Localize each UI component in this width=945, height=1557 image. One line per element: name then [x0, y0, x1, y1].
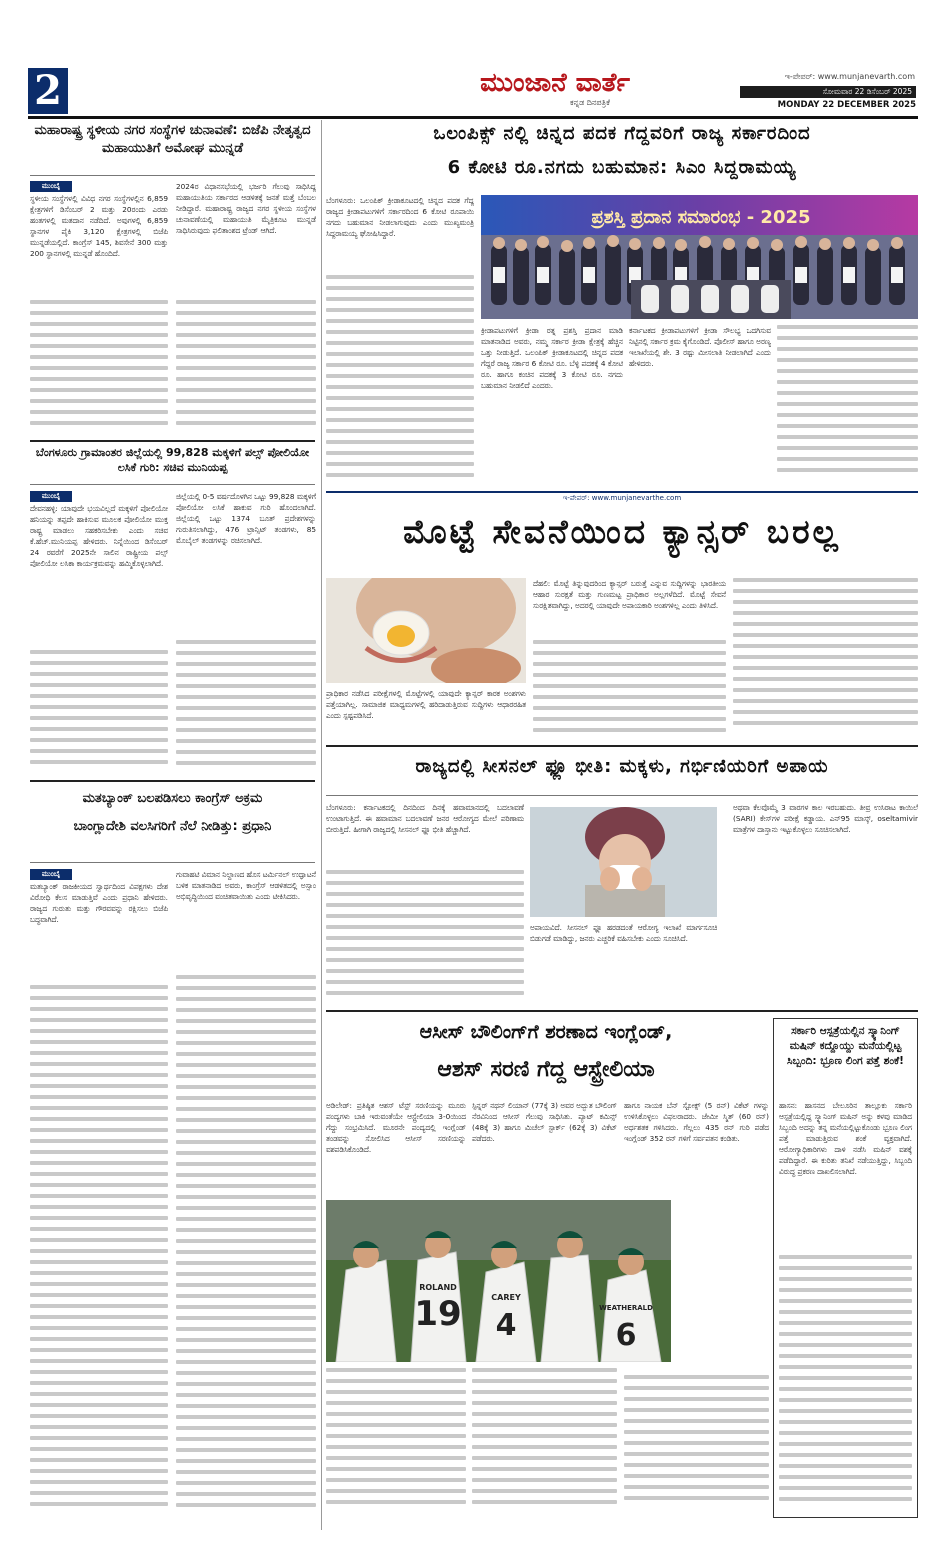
scanning-headline: ಸರ್ಕಾರಿ ಆಸ್ಪತ್ರೆಯಲ್ಲಿನ ಸ್ಕ್ಯಾನಿಂಗ್ ಮಷಿನ್ ಕದ್ದೊಯ್ದು ಮನೆಯಲ್ಲಿಟ್ಟ ಸಿಬ್ಬಂದಿ: ಭ್ರೂಣ ಲಿಂಗ ಪತ್ತೆ ಶಂಕೆ! — [787, 1025, 904, 1068]
maharashtra-text-col2: 2024ರ ವಿಧಾನಸಭೆಯಲ್ಲಿ ಭರ್ಜರಿ ಗೆಲುವು ಸಾಧಿಸಿದ್ದ ಮಹಾಯುತಿಯ ಸರ್ಕಾರದ ಆಡಳಿತಕ್ಕೆ ಜನತೆ ಮತ್ತೆ ಬೆಂಬಲ ನೀಡಿದ್ದಾರೆ. ಮಹಾರಾಷ್ಟ್ರ ರಾಜ್ಯದ ನಗರ ಸ್ಥಳೀಯ ಸಂಸ್ಥೆಗಳ ಚುನಾವಣೆಯಲ್ಲಿ ಮಹಾಯುತಿ ಮೈತ್ರಿಕೂಟ ಮುನ್ನಡೆ ಸಾಧಿಸಿರುವುದು ಫಲಿತಾಂಶದ ಟ್ರೆಂಡ್ ಆಗಿದೆ. — [176, 182, 316, 235]
maharashtra-text-col1: ಸ್ಥಳೀಯ ಸಂಸ್ಥೆಗಳಲ್ಲಿ ವಿವಿಧ ನಗರ ಸಂಸ್ಥೆಗಳಲ್ಲಿನ 6,859 ಕ್ಷೇತ್ರಗಳಿಗೆ ಡಿಸೆಂಬರ್ 2 ಮತ್ತು 20ರಂದು ಎರಡು ಹಂತಗಳಲ್ಲಿ ಮತದಾನ ನಡೆದಿದೆ. ಅವುಗಳಲ್ಲಿ 6,859 ಸ್ಥಾನಗಳ ಪೈಕಿ 3,120 ಕ್ಷೇತ್ರಗಳಲ್ಲಿ ಬಿಜೆಪಿ ಮುನ್ನಡೆಯಲ್ಲಿದೆ. ಕಾಂಗ್ರೆಸ್ 145, ಶಿವಸೇನೆ 300 ಮತ್ತು 200 ಸ್ಥಾನಗಳಲ್ಲಿ ಮುನ್ನಡೆ ಹೊಂದಿದೆ. — [30, 194, 168, 258]
flu-photo — [530, 807, 717, 917]
egg-body-lines — [733, 578, 918, 740]
flu-body-lines — [326, 870, 524, 1005]
sneezing-woman-illustration — [530, 807, 717, 917]
masthead-website: ಇ-ಪೇಪರ್: www.munjanevarth.com — [784, 72, 915, 81]
ashes-headline-line1: ಆಸೀಸ್ ಬೌಲಿಂಗ್‌ಗೆ ಶರಣಾದ ಇಂಗ್ಲೆಂಡ್, — [419, 1021, 673, 1043]
cricket-celebration-illustration — [326, 1200, 671, 1362]
olympic-headline-line1: ಒಲಂಪಿಕ್ಸ್ ನಲ್ಲಿ ಚಿನ್ನದ ಪದಕ ಗೆದ್ದವರಿಗೆ ರಾಜ್ಯ ಸರ್ಕಾರದಿಂದ — [433, 123, 811, 144]
award-ceremony-photo — [481, 195, 918, 319]
maharashtra-kicker: ಮುಂಬೈ — [30, 181, 72, 192]
ashes-body-lines — [326, 1368, 466, 1518]
rule — [30, 175, 315, 176]
olympic-text-col1: ಬೆಂಗಳೂರು: ಒಲಂಪಿಕ್ ಕ್ರೀಡಾಕೂಟದಲ್ಲಿ ಚಿನ್ನದ ಪದಕ ಗೆದ್ದ ರಾಜ್ಯದ ಕ್ರೀಡಾಪಟುಗಳಿಗೆ ಸರ್ಕಾರದಿಂದ 6 ಕೋಟಿ ರೂಪಾಯಿ ನಗದು ಬಹುಮಾನ ನೀಡಲಾಗುವುದು ಎಂದು ಮುಖ್ಯಮಂತ್ರಿ ಸಿದ್ದರಾಮಯ್ಯ ಘೋಷಿಸಿದ್ದಾರೆ. — [326, 196, 474, 238]
egg-eating-illustration — [326, 578, 526, 683]
jersey-name-carey: CAREY — [491, 1293, 521, 1302]
column-divider — [321, 120, 322, 1530]
ashes-body-lines — [472, 1368, 617, 1518]
votebank-text-col2: ಗುವಾಹಟಿ ವಿಮಾನ ನಿಲ್ದಾಣದ ಹೊಸ ಟರ್ಮಿನಲ್ ಉದ್ಘಾಟನೆ ಬಳಿಕ ಮಾತನಾಡಿದ ಅವರು, ಕಾಂಗ್ರೆಸ್ ಆಡಳಿತದಲ್ಲಿ ಅಸ್ಸಾಂ ಅಭಿವೃದ್ಧಿಯಿಂದ ವಂಚಿತವಾಯಿತು ಎಂದು ಟೀಕಿಸಿದರು. — [176, 870, 316, 901]
polio-headline: ಬೆಂಗಳೂರು ಗ್ರಾಮಾಂತರ ಜಿಲ್ಲೆಯಲ್ಲಿ 99,828 ಮಕ್ಕಳಿಗೆ ಪಲ್ಸ್ ಪೋಲಿಯೋ ಲಸಿಕೆ ಗುರಿ: ಸಚಿವ ಮುನಿಯಪ್ಪ — [35, 446, 310, 474]
jersey-name-weatherald: WEATHERALD — [599, 1304, 653, 1312]
egg-text-col2: ದೆಹಲಿ: ಮೊಟ್ಟೆ ತಿನ್ನುವುದರಿಂದ ಕ್ಯಾನ್ಸರ್ ಬರುತ್ತೆ ಎನ್ನುವ ಸುದ್ದಿಗಳನ್ನು ಭಾರತೀಯ ಆಹಾರ ಸುರಕ್ಷತೆ ಮತ್ತು ಗುಣಮಟ್ಟ ಪ್ರಾಧಿಕಾರ ಅಲ್ಲಗಳೆದಿದೆ. ಮೊಟ್ಟೆ ಸೇವನೆ ಸುರಕ್ಷಿತವಾಗಿದ್ದು, ಅದರಲ್ಲಿ ಯಾವುದೇ ಅಪಾಯಕಾರಿ ಅಂಶಗಳಿಲ್ಲ ಎಂದು ತಿಳಿಸಿದೆ. — [533, 579, 726, 610]
ashes-text-col3: ಹಾಗೂ ನಾಯಕ ಬೆನ್ ಸ್ಟೋಕ್ಸ್ (5 ರನ್) ವಿಕೆಟ್ ಗಳನ್ನು ಉಳಿಸಿಕೊಳ್ಳಲು ವಿಫಲರಾದರು. ಜೇಮೀ ಸ್ಮಿತ್ (60 ರನ್) ಅರ್ಧಶತಕ ಗಳಿಸಿದರು. ಗೆಲ್ಲಲು 435 ರನ್ ಗುರಿ ಪಡೆದ ಇಂಗ್ಲೆಂಡ್ 352 ರನ್ ಗಳಿಗೆ ಸರ್ವಪತನ ಕಂಡಿತು. — [624, 1101, 769, 1143]
votebank-body-lines — [30, 985, 168, 1515]
masthead-rule — [28, 116, 918, 119]
jersey-number-19: 19 — [414, 1294, 462, 1334]
rule — [326, 745, 918, 747]
votebank-kicker: ಮುಂಬೈ — [30, 869, 72, 880]
olympic-body-lines — [777, 325, 918, 485]
masthead-date-kannada: ಸೋಮವಾರ 22 ಡಿಸೆಂಬರ್ 2025 — [740, 86, 916, 98]
maharashtra-headline: ಮಹಾರಾಷ್ಟ್ರ ಸ್ಥಳೀಯ ನಗರ ಸಂಸ್ಥೆಗಳ ಚುನಾವಣೆ: ಬಿಜೆಪಿ ನೇತೃತ್ವದ ಮಹಾಯುತಿಗೆ ಅಮೋಘ ಮುನ್ನಡೆ — [34, 123, 311, 156]
masthead-date-english: MONDAY 22 DECEMBER 2025 — [777, 100, 916, 110]
ashes-text-col1: ಅಡಿಲೇಡ್: ಪ್ರತಿಷ್ಠಿತ ಆಶಸ್ ಟೆಸ್ಟ್ ಸರಣಿಯನ್ನು ಮೂರು ಪಂದ್ಯಗಳು ಬಾಕಿ ಇರುವಂತೆಯೇ ಆಸ್ಟ್ರೇಲಿಯಾ 3-0ಯಿಂದ ಗೆದ್ದು ಸಂಭ್ರಮಿಸಿದೆ. ಮೂರನೇ ಪಂದ್ಯದಲ್ಲಿ ಇಂಗ್ಲೆಂಡ್ ತಂಡವನ್ನು ಸೋಲಿಸಿದ ಆಸೀಸ್ ಸರಣಿಯನ್ನು ವಶಪಡಿಸಿಕೊಂಡಿದೆ. — [326, 1101, 466, 1154]
egg-headline: ಮೊಟ್ಟೆ ಸೇವನೆಯಿಂದ ಕ್ಯಾನ್ಸರ್ ಬರಲ್ಲ — [403, 512, 841, 551]
egg-body-lines — [533, 640, 726, 740]
flu-text-col1: ಬೆಂಗಳೂರು: ಕರ್ನಾಟಕದಲ್ಲಿ ದಿನದಿಂದ ದಿನಕ್ಕೆ ಹವಾಮಾನದಲ್ಲಿ ಬದಲಾವಣೆ ಉಂಟಾಗುತ್ತಿದೆ. ಈ ಹವಾಮಾನ ಬದಲಾವಣೆ ಜನರ ಆರೋಗ್ಯದ ಮೇಲೆ ಪರಿಣಾಮ ಬೀರುತ್ತಿದೆ. ಹೀಗಾಗಿ ರಾಜ್ಯದಲ್ಲಿ ಸೀಸನಲ್ ಫ್ಲೂ ಭೀತಿ ಹೆಚ್ಚಾಗಿದೆ. — [326, 803, 524, 834]
award-banner-text: ಪ್ರಶಸ್ತಿ ಪ್ರದಾನ ಸಮಾರಂಭ - 2025 — [591, 207, 811, 228]
egg-website-strip: ಇ-ಪೇಪರ್: www.munjanevarthe.com — [326, 491, 918, 503]
rule — [326, 1010, 918, 1012]
egg-text-col1: ಪ್ರಾಧಿಕಾರ ನಡೆಸಿದ ಪರೀಕ್ಷೆಗಳಲ್ಲಿ ಮೊಟ್ಟೆಗಳಲ್ಲಿ ಯಾವುದೇ ಕ್ಯಾನ್ಸರ್ ಕಾರಕ ಅಂಶಗಳು ಪತ್ತೆಯಾಗಿಲ್ಲ. ಸಾಮಾಜಿಕ ಮಾಧ್ಯಮಗಳಲ್ಲಿ ಹರಿದಾಡುತ್ತಿರುವ ಸುದ್ದಿಗಳು ಆಧಾರರಹಿತ ಎಂದು ಸ್ಪಷ್ಟಪಡಿಸಿದೆ. — [326, 689, 526, 720]
maharashtra-body-lines — [176, 300, 316, 435]
page-number: 2 — [28, 68, 68, 114]
votebank-body-lines — [176, 975, 316, 1515]
jersey-number-4: 4 — [495, 1308, 517, 1343]
ashes-headline-line2: ಆಶಸ್ ಸರಣಿ ಗೆದ್ದ ಆಸ್ಟ್ರೇಲಿಯಾ — [437, 1057, 655, 1082]
maharashtra-body-lines — [30, 300, 168, 435]
rule — [30, 862, 315, 863]
scanning-text: ಹಾಸನ: ಹಾಸನದ ಬೇಲೂರಿನ ತಾಲ್ಲೂಕು ಸರ್ಕಾರಿ ಆಸ್ಪತ್ರೆಯಲ್ಲಿದ್ದ ಸ್ಕ್ಯಾನಿಂಗ್ ಮಷಿನ್ ಅನ್ನು ಕಳವು ಮಾಡಿದ ಸಿಬ್ಬಂದಿ ಅದನ್ನು ತನ್ನ ಮನೆಯಲ್ಲಿಟ್ಟುಕೊಂಡು ಭ್ರೂಣ ಲಿಂಗ ಪತ್ತೆ ಮಾಡುತ್ತಿರುವ ಶಂಕೆ ವ್ಯಕ್ತವಾಗಿದೆ. ಆರೋಗ್ಯಾಧಿಕಾರಿಗಳು ದಾಳಿ ನಡೆಸಿ ಮಷಿನ್ ವಶಕ್ಕೆ ಪಡೆದಿದ್ದಾರೆ. ಈ ಕುರಿತು ತನಿಖೆ ನಡೆಯುತ್ತಿದ್ದು, ಸಿಬ್ಬಂದಿ ವಿರುದ್ಧ ಪ್ರಕರಣ ದಾಖಲಿಸಲಾಗಿದೆ. — [779, 1101, 912, 1176]
rule — [326, 795, 918, 796]
ashes-photo — [326, 1200, 671, 1362]
olympic-text-col2: ಕ್ರೀಡಾಪಟುಗಳಿಗೆ ಕ್ರೀಡಾ ರತ್ನ ಪ್ರಶಸ್ತಿ ಪ್ರದಾನ ಮಾಡಿ ಮಾತನಾಡಿದ ಅವರು, ನಮ್ಮ ಸರ್ಕಾರ ಕ್ರೀಡಾ ಕ್ಷೇತ್ರಕ್ಕೆ ಹೆಚ್ಚಿನ ಒತ್ತು ನೀಡುತ್ತಿದೆ. ಒಲಂಪಿಕ್ ಕ್ರೀಡಾಕೂಟದಲ್ಲಿ ಚಿನ್ನದ ಪದಕ ಗೆದ್ದರೆ ರಾಜ್ಯ ಸರ್ಕಾರ 6 ಕೋಟಿ ರೂ. ಬೆಳ್ಳಿ ಪದಕಕ್ಕೆ 4 ಕೋಟಿ ರೂ. ಹಾಗೂ ಕಂಚಿನ ಪದಕಕ್ಕೆ 3 ಕೋಟಿ ರೂ. ನಗದು ಬಹುಮಾನ ನೀಡಲಿದೆ ಎಂದರು. — [481, 326, 623, 390]
newspaper-tagline: ಕನ್ನಡ ದಿನಪತ್ರಿಕೆ — [569, 98, 610, 107]
olympic-text-col3: ಕರ್ನಾಟಕದ ಕ್ರೀಡಾಪಟುಗಳಿಗೆ ಕ್ರೀಡಾ ಸೌಲಭ್ಯ ಒದಗಿಸುವ ನಿಟ್ಟಿನಲ್ಲಿ ಸರ್ಕಾರ ಕ್ರಮ ಕೈಗೊಂಡಿದೆ. ಪೊಲೀಸ್ ಹಾಗೂ ಅರಣ್ಯ ಇಲಾಖೆಯಲ್ಲಿ ಶೇ. 3 ರಷ್ಟು ಮೀಸಲಾತಿ ನೀಡಲಾಗಿದೆ ಎಂದು ಹೇಳಿದರು. — [629, 326, 771, 368]
polio-body-lines — [30, 650, 168, 775]
jersey-number-6: 6 — [615, 1318, 637, 1353]
newspaper-title: ಮುಂಜಾನೆ ವಾರ್ತೆ — [480, 68, 630, 98]
polio-text-col2: ಜಿಲ್ಲೆಯಲ್ಲಿ 0-5 ವರ್ಷದೊಳಗಿನ ಒಟ್ಟು 99,828 ಮಕ್ಕಳಿಗೆ ಪೋಲಿಯೋ ಲಸಿಕೆ ಹಾಕುವ ಗುರಿ ಹೊಂದಲಾಗಿದೆ. ಜಿಲ್ಲೆಯಲ್ಲಿ ಒಟ್ಟು 1374 ಬೂತ್ ಪ್ರದೇಶಗಳನ್ನು ಗುರುತಿಸಲಾಗಿದ್ದು, 476 ಟ್ರಾನ್ಸಿಟ್ ತಂಡಗಳು, 85 ಮೊಬೈಲ್ ತಂಡಗಳನ್ನು ರಚಿಸಲಾಗಿದೆ. — [176, 492, 316, 545]
jersey-name-roland: ROLAND — [419, 1283, 457, 1292]
award-ceremony-illustration — [481, 195, 918, 319]
votebank-text-col1: ಮತಬ್ಯಾಂಕ್ ರಾಜಕೀಯದ ಸ್ವಾರ್ಥದಿಂದ ವಿಪಕ್ಷಗಳು ದೇಶ ವಿರೋಧಿ ಕೆಲಸ ಮಾಡುತ್ತಿವೆ ಎಂದು ಪ್ರಧಾನಿ ಹೇಳಿದರು. ರಾಜ್ಯದ ಗುರುತು ಮತ್ತು ಗೌರವವನ್ನು ರಕ್ಷಿಸಲು ಬಿಜೆಪಿ ಬದ್ಧವಾಗಿದೆ. — [30, 882, 168, 924]
polio-kicker: ಮುಂಬೈ — [30, 491, 72, 502]
rule — [30, 440, 315, 442]
rule — [30, 484, 315, 485]
votebank-headline-line2: ಬಾಂಗ್ಲಾದೇಶಿ ವಲಸಿಗರಿಗೆ ನೆಲೆ ನೀಡಿತ್ತು: ಪ್ರಧಾನಿ — [73, 819, 272, 834]
olympic-body-lines — [326, 275, 474, 485]
polio-body-lines — [176, 640, 316, 775]
ashes-body-lines — [624, 1375, 769, 1518]
flu-text-col3: ಅಥವಾ ಕೆಲವೊಮ್ಮೆ 3 ವಾರಗಳ ಕಾಲ ಇರಬಹುದು. ತೀವ್ರ ಉಸಿರಾಟ ಕಾಯಿಲೆ (SARI) ಕೇಸ್‌ಗಳ ಪರೀಕ್ಷೆ ಕಡ್ಡಾಯ. ಎನ್‌95 ಮಾಸ್ಕ್, oseltamivir ಮಾತ್ರೆಗಳ ದಾಸ್ತಾನು ಇಟ್ಟುಕೊಳ್ಳಲು ಸೂಚಿಸಲಾಗಿದೆ. — [733, 803, 918, 834]
votebank-headline-line1: ಮತಬ್ಯಾಂಕ್ ಬಲಪಡಿಸಲು ಕಾಂಗ್ರೆಸ್ ಅಕ್ರಮ — [82, 791, 263, 806]
olympic-headline-line2: 6 ಕೋಟಿ ರೂ.ನಗದು ಬಹುಮಾನ: ಸಿಎಂ ಸಿದ್ದರಾಮಯ್ಯ — [447, 157, 797, 178]
rule — [30, 780, 315, 782]
scanning-body-lines — [779, 1255, 912, 1513]
egg-photo — [326, 578, 526, 683]
polio-text-col1: ದೇವನಹಳ್ಳಿ: ಯಾವುದೇ ಭಯವಿಲ್ಲದೆ ಮಕ್ಕಳಿಗೆ ಪೋಲಿಯೋ ಹನಿಯನ್ನು ತಪ್ಪದೇ ಹಾಕಿಸುವ ಮೂಲಕ ಪೋಲಿಯೋ ಮುಕ್ತ ರಾಷ್ಟ್ರ ಮಾಡಲು ಸಹಕರಿಸಬೇಕು ಎಂದು ಸಚಿವ ಕೆ.ಹೆಚ್.ಮುನಿಯಪ್ಪ ಹೇಳಿದರು. ನಿನ್ನೆಯಿಂದ ಡಿಸೆಂಬರ್ 24 ರವರೆಗೆ 2025ನೇ ಸಾಲಿನ ರಾಷ್ಟ್ರೀಯ ಪಲ್ಸ್ ಪೋಲಿಯೋ ಲಸಿಕಾ ಕಾರ್ಯಕ್ರಮವನ್ನು ಹಮ್ಮಿಕೊಳ್ಳಲಾಗಿದೆ. — [30, 504, 168, 568]
flu-text-col2: ಅಪಾಯವಿದೆ. ಸೀಸನಲ್ ಫ್ಲೂ ಹರಡದಂತೆ ಆರೋಗ್ಯ ಇಲಾಖೆ ಮಾರ್ಗಸೂಚಿ ಬಿಡುಗಡೆ ಮಾಡಿದ್ದು, ಜನರು ಎಚ್ಚರಿಕೆ ವಹಿಸಬೇಕು ಎಂದು ಸೂಚಿಸಿದೆ. — [530, 923, 717, 943]
flu-headline: ರಾಜ್ಯದಲ್ಲಿ ಸೀಸನಲ್ ಫ್ಲೂ ಭೀತಿ: ಮಕ್ಕಳು, ಗರ್ಭಿಣಿಯರಿಗೆ ಅಪಾಯ — [415, 756, 829, 777]
ashes-text-col2: ಸ್ಪಿನ್ನರ್ ನಥನ್ ಲಿಯಾನ್ (77ಕ್ಕೆ 3) ಅವರ ಅದ್ಭುತ ಬೌಲಿಂಗ್ ನೆರವಿನಿಂದ ಆಸೀಸ್ ಗೆಲುವು ಸಾಧಿಸಿತು. ಪ್ಯಾಟ್ ಕಮಿನ್ಸ್ (48ಕ್ಕೆ 3) ಹಾಗೂ ಮಿಚೆಲ್ ಸ್ಟಾರ್ಕ್ (62ಕ್ಕೆ 3) ವಿಕೆಟ್ ಪಡೆದರು. — [472, 1101, 617, 1143]
